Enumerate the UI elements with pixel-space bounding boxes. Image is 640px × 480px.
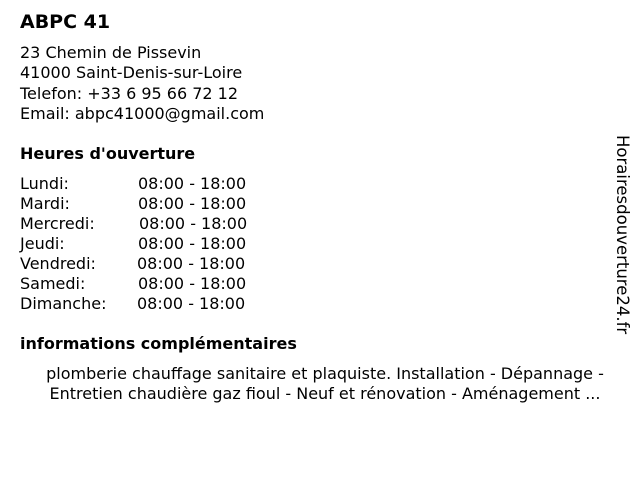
business-name: ABPC 41 bbox=[20, 11, 111, 33]
site-watermark bbox=[611, 135, 635, 345]
hours-table bbox=[20, 174, 280, 314]
hours-row bbox=[20, 234, 280, 254]
day-label: Lundi: bbox=[20, 174, 69, 193]
time-range: 08:00 - 18:00 bbox=[139, 214, 248, 233]
phone-number: Telefon: +33 6 95 66 72 12 bbox=[20, 83, 239, 103]
email-address: Email: abpc41000@gmail.com bbox=[20, 103, 265, 123]
city-address: 41000 Saint-Denis-sur-Loire bbox=[20, 63, 243, 83]
day-label: Vendredi: bbox=[20, 254, 96, 273]
day-label: Mercredi: bbox=[20, 214, 95, 233]
watermark-text: Horairesdouverture24.fr bbox=[613, 135, 632, 335]
contact-block bbox=[20, 43, 264, 124]
day-label: Dimanche: bbox=[20, 294, 107, 313]
day-label: Mardi: bbox=[20, 194, 70, 213]
hours-row bbox=[20, 214, 280, 234]
info-line: plomberie chauffage sanitaire et plaquiste. Installation - Dépannage - bbox=[46, 364, 604, 383]
hours-row bbox=[20, 294, 280, 314]
info-line: Entretien chaudière gaz fioul - Neuf et rénovation - Aménagement ... bbox=[49, 384, 601, 403]
hours-row bbox=[20, 274, 280, 294]
hours-row bbox=[20, 174, 280, 194]
time-range: 08:00 - 18:00 bbox=[138, 174, 247, 193]
time-range: 08:00 - 18:00 bbox=[137, 254, 246, 273]
info-description bbox=[10, 364, 640, 404]
hours-heading: Heures d'ouverture bbox=[20, 144, 196, 163]
time-range: 08:00 - 18:00 bbox=[138, 234, 247, 253]
hours-row bbox=[20, 194, 280, 214]
day-label: Jeudi: bbox=[20, 234, 65, 253]
time-range: 08:00 - 18:00 bbox=[138, 194, 247, 213]
info-heading: informations complémentaires bbox=[20, 334, 297, 353]
street-address: 23 Chemin de Pissevin bbox=[20, 43, 202, 62]
hours-row bbox=[20, 254, 280, 274]
time-range: 08:00 - 18:00 bbox=[137, 294, 246, 313]
day-label: Samedi: bbox=[20, 274, 86, 293]
time-range: 08:00 - 18:00 bbox=[138, 274, 247, 293]
